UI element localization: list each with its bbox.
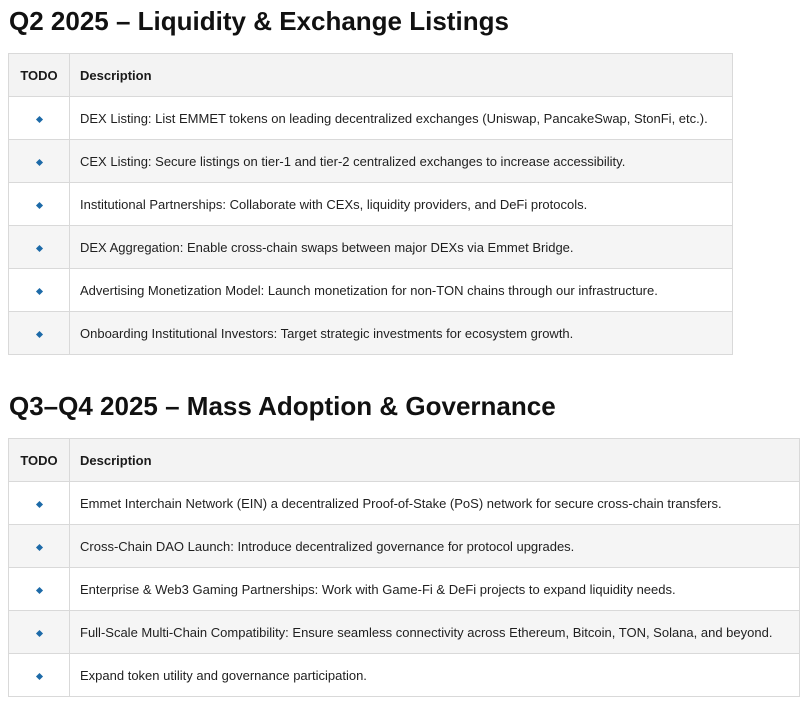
todo-cell	[9, 611, 70, 654]
section-title-q3-q4-2025: Q3–Q4 2025 – Mass Adoption & Governance	[9, 391, 556, 421]
description-cell: Onboarding Institutional Investors: Target strategic investments for ecosystem growth.	[70, 312, 733, 355]
diamond-bullet-icon	[35, 159, 42, 166]
todo-cell	[9, 183, 70, 226]
table-row	[9, 654, 800, 697]
todo-cell	[9, 226, 70, 269]
description-cell: DEX Aggregation: Enable cross-chain swaps between major DEXs via Emmet Bridge.	[70, 226, 733, 269]
table-row	[9, 140, 733, 183]
todo-cell	[9, 140, 70, 183]
diamond-bullet-icon	[35, 288, 42, 295]
roadmap-table-q2-2025	[8, 53, 733, 355]
diamond-bullet-icon	[35, 202, 42, 209]
description-cell: DEX Listing: List EMMET tokens on leading decentralized exchanges (Uniswap, PancakeSwap, StonFi, etc.).	[70, 97, 733, 140]
description-cell: Advertising Monetization Model: Launch monetization for non-TON chains through our infrastructure.	[70, 269, 733, 312]
table-row	[9, 312, 733, 355]
description-cell: CEX Listing: Secure listings on tier-1 and tier-2 centralized exchanges to increase accessibility.	[70, 140, 733, 183]
roadmap-table-q3-q4-2025	[8, 438, 800, 697]
diamond-bullet-icon	[35, 116, 42, 123]
diamond-bullet-icon	[35, 245, 42, 252]
table-row	[9, 269, 733, 312]
todo-cell	[9, 525, 70, 568]
description-cell: Expand token utility and governance participation.	[70, 654, 800, 697]
description-cell: Institutional Partnerships: Collaborate with CEXs, liquidity providers, and DeFi protocols.	[70, 183, 733, 226]
table-row	[9, 183, 733, 226]
description-column-header: Description	[70, 54, 733, 97]
todo-cell	[9, 568, 70, 611]
table-row	[9, 568, 800, 611]
diamond-bullet-icon	[35, 673, 42, 680]
table-row	[9, 482, 800, 525]
description-cell: Emmet Interchain Network (EIN) a decentralized Proof-of-Stake (PoS) network for secure cross-chain transfers.	[70, 482, 800, 525]
table-header-row	[9, 54, 733, 97]
description-cell: Enterprise & Web3 Gaming Partnerships: Work with Game-Fi & DeFi projects to expand liquidity needs.	[70, 568, 800, 611]
table-header-row	[9, 439, 800, 482]
description-cell: Full-Scale Multi-Chain Compatibility: Ensure seamless connectivity across Ethereum, Bitcoin, TON, Solana, and beyond.	[70, 611, 800, 654]
table-row	[9, 97, 733, 140]
todo-column-header: TODO	[9, 439, 70, 482]
table-row	[9, 525, 800, 568]
todo-column-header: TODO	[9, 54, 70, 97]
todo-cell	[9, 654, 70, 697]
diamond-bullet-icon	[35, 630, 42, 637]
todo-cell	[9, 97, 70, 140]
todo-cell	[9, 312, 70, 355]
todo-cell	[9, 269, 70, 312]
diamond-bullet-icon	[35, 587, 42, 594]
table-row	[9, 226, 733, 269]
todo-cell	[9, 482, 70, 525]
diamond-bullet-icon	[35, 331, 42, 338]
description-cell: Cross-Chain DAO Launch: Introduce decentralized governance for protocol upgrades.	[70, 525, 800, 568]
diamond-bullet-icon	[35, 501, 42, 508]
section-title-q2-2025: Q2 2025 – Liquidity & Exchange Listings	[9, 6, 509, 36]
description-column-header: Description	[70, 439, 800, 482]
diamond-bullet-icon	[35, 544, 42, 551]
table-row	[9, 611, 800, 654]
